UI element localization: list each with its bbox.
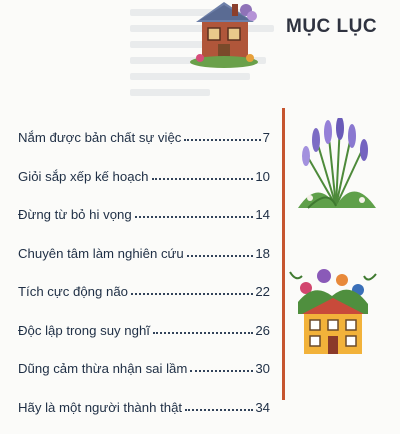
dot-leader <box>187 254 254 257</box>
flower-house-illustration <box>284 262 382 360</box>
page-title: MỤC LỤC <box>286 16 377 38</box>
toc-item-title: Giỏi sắp xếp kế hoạch <box>18 169 149 184</box>
toc-list <box>18 126 270 434</box>
toc-item-title: Độc lập trong suy nghĩ <box>18 323 150 338</box>
lavender-bouquet-illustration <box>288 118 384 214</box>
toc-item[interactable] <box>18 396 270 434</box>
toc-item-title: Dũng cảm thừa nhận sai lầm <box>18 361 187 376</box>
toc-item-title: Đừng từ bỏ hi vọng <box>18 207 132 222</box>
toc-item-title: Nắm được bản chất sự việc <box>18 130 181 145</box>
toc-item-page: 18 <box>255 246 270 261</box>
toc-item-page: 30 <box>255 361 270 376</box>
toc-item-title: Chuyên tâm làm nghiên cứu <box>18 246 184 261</box>
dot-leader <box>190 369 253 372</box>
toc-item-page: 7 <box>263 130 270 145</box>
toc-item[interactable] <box>18 242 270 281</box>
toc-item-page: 26 <box>255 323 270 338</box>
dot-leader <box>153 331 253 334</box>
dot-leader <box>184 138 260 141</box>
toc-item[interactable] <box>18 280 270 319</box>
toc-item[interactable] <box>18 126 270 165</box>
toc-item-page: 14 <box>255 207 270 222</box>
toc-item[interactable] <box>18 203 270 242</box>
toc-item-title: Hãy là một người thành thật <box>18 400 182 415</box>
dot-leader <box>135 215 254 218</box>
dot-leader <box>152 177 254 180</box>
toc-item-page: 22 <box>255 284 270 299</box>
toc-item-page: 34 <box>255 400 270 415</box>
cottage-illustration <box>188 0 268 70</box>
toc-item-title: Tích cực động não <box>18 284 128 299</box>
toc-item[interactable] <box>18 319 270 358</box>
toc-item-page: 10 <box>255 169 270 184</box>
toc-item[interactable] <box>18 357 270 396</box>
toc-item[interactable] <box>18 165 270 204</box>
dot-leader <box>131 292 253 295</box>
dot-leader <box>185 408 253 411</box>
